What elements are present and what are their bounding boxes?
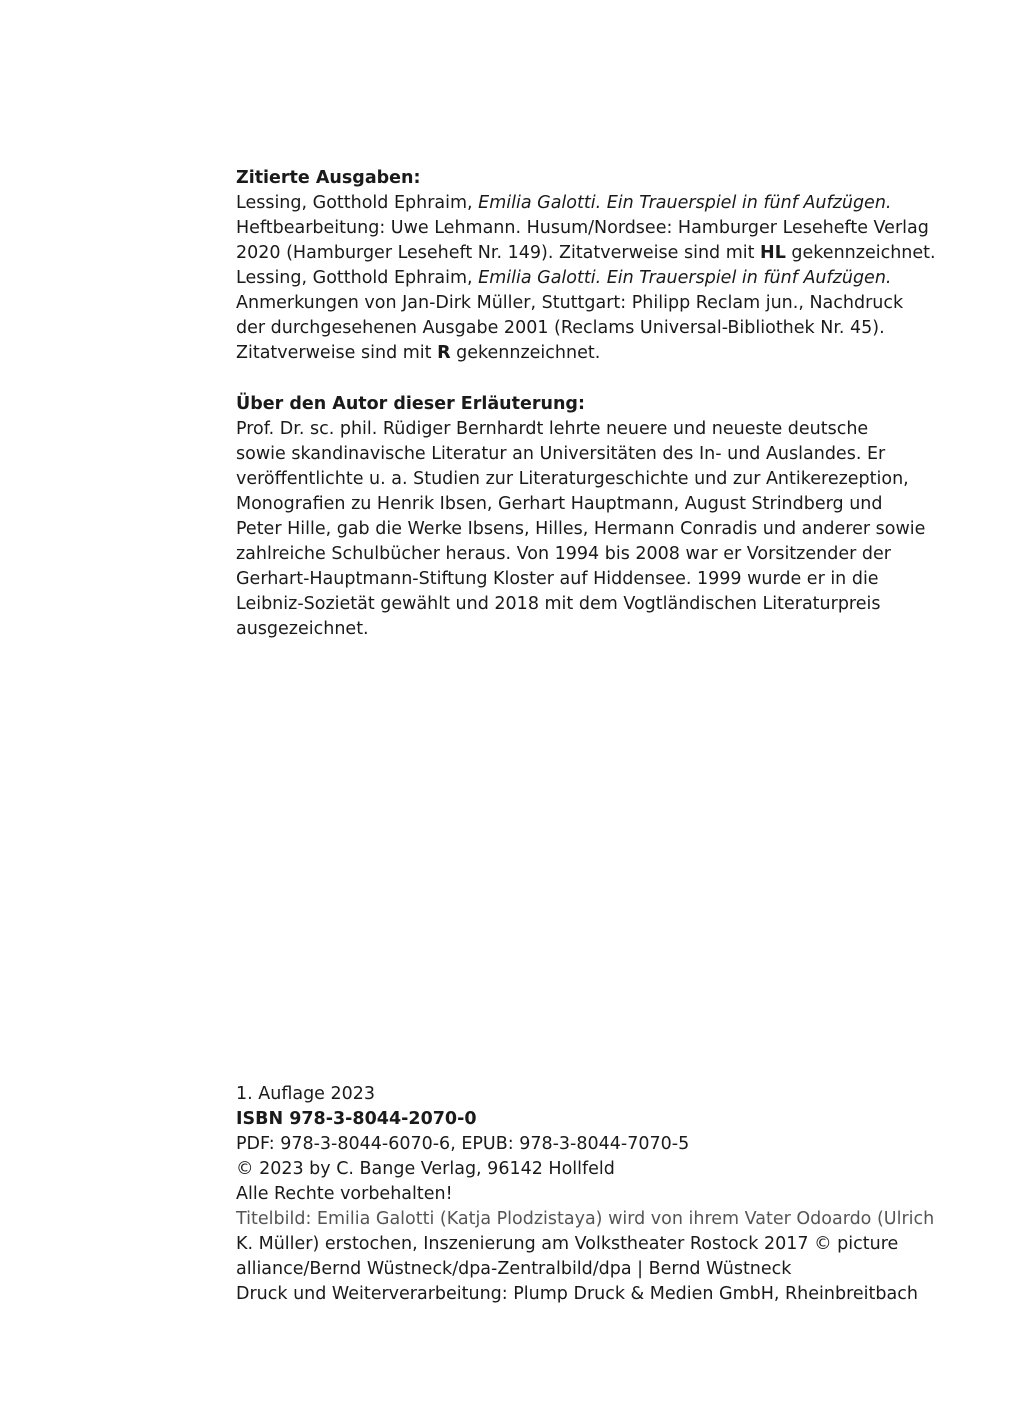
- citation-text: 2020 (Hamburger Leseheft Nr. 149). Zitatverweise sind mit: [236, 243, 761, 263]
- pdf-epub-isbn: PDF: 978-3-8044-6070-6, EPUB: 978-3-8044-7070-5: [236, 1134, 690, 1154]
- autor-line: Gerhart-Hauptmann-Stiftung Kloster auf Hiddensee. 1999 wurde er in die: [236, 569, 879, 589]
- citation-text: Heftbearbeitung: Uwe Lehmann. Husum/Nordsee: Hamburger Lesehefte Verlag: [236, 218, 929, 238]
- citation-abbrev: R: [437, 343, 451, 363]
- autor-line: sowie skandinavische Literatur an Universitäten des In- und Auslandes. Er: [236, 444, 886, 464]
- citation-text: der durchgesehenen Ausgabe 2001 (Reclams Universal-Bibliothek Nr. 45).: [236, 318, 885, 338]
- citation-text: gekennzeichnet.: [785, 243, 936, 263]
- citation-text: Zitatverweise sind mit: [236, 343, 438, 363]
- autor-heading: Über den Autor dieser Erläuterung:: [236, 394, 585, 414]
- citation-line: [236, 191, 891, 216]
- autor-line: Monografien zu Henrik Ibsen, Gerhart Hauptmann, August Strindberg und: [236, 494, 883, 514]
- citation-text: Lessing, Gotthold Ephraim,: [236, 268, 479, 288]
- autor-line: zahlreiche Schulbücher heraus. Von 1994 bis 2008 war er Vorsitzender der: [236, 544, 891, 564]
- titelbild-credit: K. Müller) erstochen, Inszenierung am Volkstheater Rostock 2017 © picture: [236, 1234, 899, 1254]
- isbn: ISBN 978-3-8044-2070-0: [236, 1109, 477, 1129]
- autor-line: veröffentlichte u. a. Studien zur Literaturgeschichte und zur Antikerezeption,: [236, 469, 909, 489]
- citation-title: Emilia Galotti. Ein Trauerspiel in fünf Aufzügen.: [478, 268, 892, 288]
- autor-line: ausgezeichnet.: [236, 619, 369, 639]
- zitierte-ausgaben-heading: Zitierte Ausgaben:: [236, 168, 421, 188]
- citation-abbrev: HL: [760, 243, 786, 263]
- citation-line: [236, 266, 891, 291]
- citation-text: gekennzeichnet.: [450, 343, 601, 363]
- autor-line: Leibniz-Sozietät gewählt und 2018 mit dem Vogtländischen Literaturpreis: [236, 594, 881, 614]
- copyright: © 2023 by C. Bange Verlag, 96142 Hollfeld: [236, 1159, 615, 1179]
- auflage: 1. Auflage 2023: [236, 1084, 376, 1104]
- citation-line: [236, 316, 885, 341]
- titelbild-credit: Titelbild: Emilia Galotti (Katja Plodzistaya) wird von ihrem Vater Odoardo (Ulrich: [236, 1209, 935, 1229]
- rechte: Alle Rechte vorbehalten!: [236, 1184, 453, 1204]
- autor-line: Prof. Dr. sc. phil. Rüdiger Bernhardt lehrte neuere und neueste deutsche: [236, 419, 869, 439]
- titelbild-credit: alliance/Bernd Wüstneck/dpa-Zentralbild/dpa | Bernd Wüstneck: [236, 1259, 792, 1279]
- citation-line: [236, 241, 936, 266]
- citation-title: Emilia Galotti. Ein Trauerspiel in fünf Aufzügen.: [478, 193, 892, 213]
- druck: Druck und Weiterverarbeitung: Plump Druck & Medien GmbH, Rheinbreitbach: [236, 1284, 918, 1304]
- citation-line: [236, 216, 929, 241]
- citation-line: [236, 341, 600, 366]
- citation-text: Lessing, Gotthold Ephraim,: [236, 193, 479, 213]
- citation-text: Anmerkungen von Jan-Dirk Müller, Stuttgart: Philipp Reclam jun., Nachdruck: [236, 293, 904, 313]
- citation-line: [236, 291, 903, 316]
- autor-line: Peter Hille, gab die Werke Ibsens, Hilles, Hermann Conradis und anderer sowie: [236, 519, 926, 539]
